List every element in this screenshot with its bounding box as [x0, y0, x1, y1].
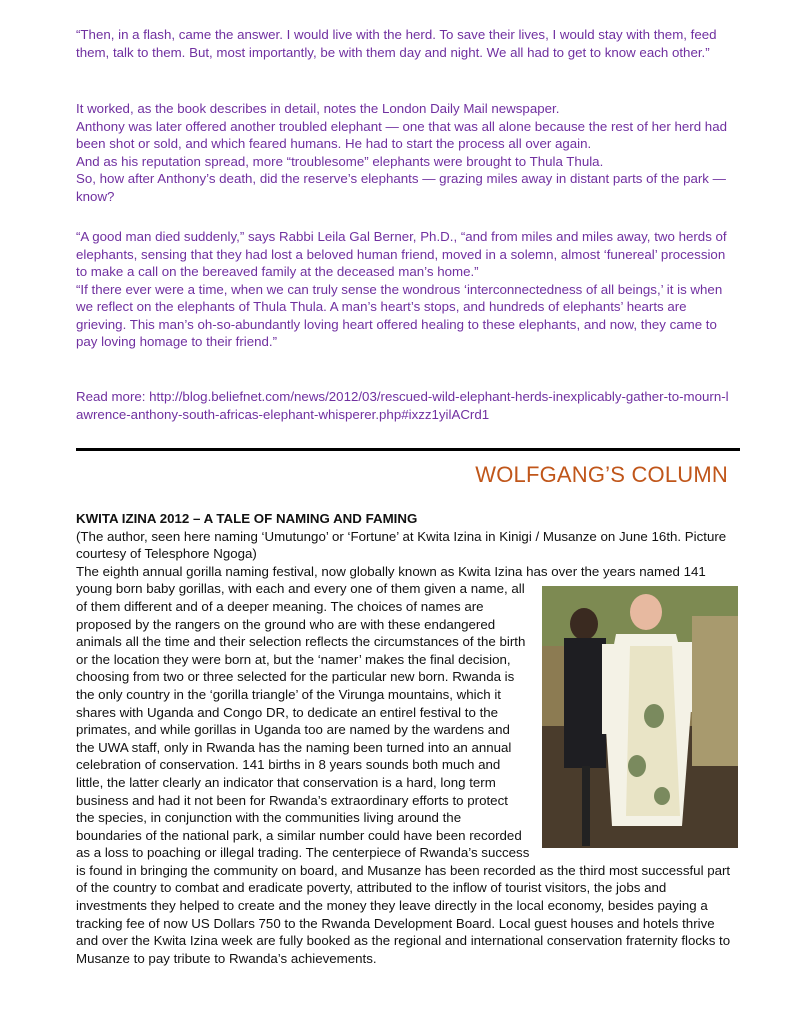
story-line: Anthony was later offered another troubled elephant — one that was all alone because the rest of her herd had been shot or sold, and which feared humans. He had to start the process all over again.	[76, 118, 727, 151]
rabbi-quote	[76, 228, 736, 351]
article	[76, 510, 738, 967]
story-line: And as his reputation spread, more “troublesome” elephants were brought to Thula Thula.	[76, 153, 604, 169]
author-photo	[542, 586, 738, 848]
story-paragraph	[76, 100, 736, 205]
article-body: young born baby gorillas, with each and every one of them given a name, all of them different and of a deeper meaning. The choices of names are proposed by the rangers on the ground who are with these endangered animals all the time and their selection reflects the circumstances of the birth or the location they were born at, but the ‘namer’ makes the final decision, choosing from two or three selected for the particular new born. Rwanda is the only country in the ‘gorilla triangle’ of the Virunga mountains, which it shares with Uganda and Congo DR, to dedicate an entirel festival to the primates, and while gorillas in Uganda too are named by the wardens and the UWA staff, only in Rwanda has the naming been turned into an annual celebration of conservation. 141 births in 8 years sounds both much and little, the latter clearly an indicator that conservation is a hard, long term business and had it not been for Rwanda’s extraordinary efforts to protect the species, in conjunction with the communities living around the boundaries of the national park, a similar number could have been recorded as a loss to poaching or illegal trading. The centerpiece of Rwanda’s success is found in bringing the community on board, and Musanze has been recorded as the third most successful part of the country to combat and eradicate poverty, attributed to the inflow of tourist visitors, the jobs and investments they helped to create and the money they leave directly in the local economy, besides paying a tracking fee of now US Dollars 750 to the Rwanda Development Board. Local guest houses and hotels thrive and over the Kwita Izina week are fully booked as the regional and international conservation fraternity flocks to Musanze to pay tribute to Rwanda’s achievements.	[76, 581, 731, 966]
section-divider	[76, 448, 740, 451]
quote-first	[76, 26, 736, 61]
story-line: It worked, as the book describes in detail, notes the London Daily Mail newspaper.	[76, 101, 560, 116]
photo-caption: (The author, seen here naming ‘Umutungo’ or ‘Fortune’ at Kwita Izina in Kinigi / Musanze on June 16th. Picture courtesy of Telesphore Ngoga)	[76, 528, 727, 562]
rabbi-quote-line: “If there ever were a time, when we can truly sense the wondrous ‘interconnectedness of all beings,’ it is when we reflect on the elephants of Thula Thula. A man’s heart’s stops, and hundreds of elephants’ hearts are grieving. This man’s oh-so-abundantly loving heart offered healing to these elephants, and now, they came to pay loving homage to their friend.”	[76, 281, 723, 349]
rabbi-quote-line: “A good man died suddenly,” says Rabbi Leila Gal Berner, Ph.D., “and from miles and miles away, two herds of elephants, sensing that they had lost a beloved human friend, moved in a solemn, almost ‘funereal’ procession to make a call on the bereaved family at the deceased man’s home.”	[76, 229, 727, 279]
article-body-first-line: The eighth annual gorilla naming festival, now globally known as Kwita Izina has over the years named 141	[76, 563, 706, 579]
read-more-link[interactable]	[76, 388, 736, 423]
column-title: WOLFGANG’S COLUMN	[475, 462, 728, 487]
quote-first-text: “Then, in a flash, came the answer. I would live with the herd. To save their lives, I would stay with them, feed them, talk to them. But, most importantly, be with them day and night. We all had to get to know each other.”	[76, 27, 717, 60]
article-headline: KWITA IZINA 2012 – A TALE OF NAMING AND FAMING	[76, 511, 418, 526]
read-more-text[interactable]: Read more: http://blog.beliefnet.com/news/2012/03/rescued-wild-elephant-herds-inexplicably-gather-to-mourn-lawrence-anthony-south-africas-elephant-whisperer.php#ixzz1yilACrd1	[76, 389, 729, 422]
story-line: So, how after Anthony’s death, did the reserve’s elephants — grazing miles away in distant parts of the park — know?	[76, 171, 726, 204]
